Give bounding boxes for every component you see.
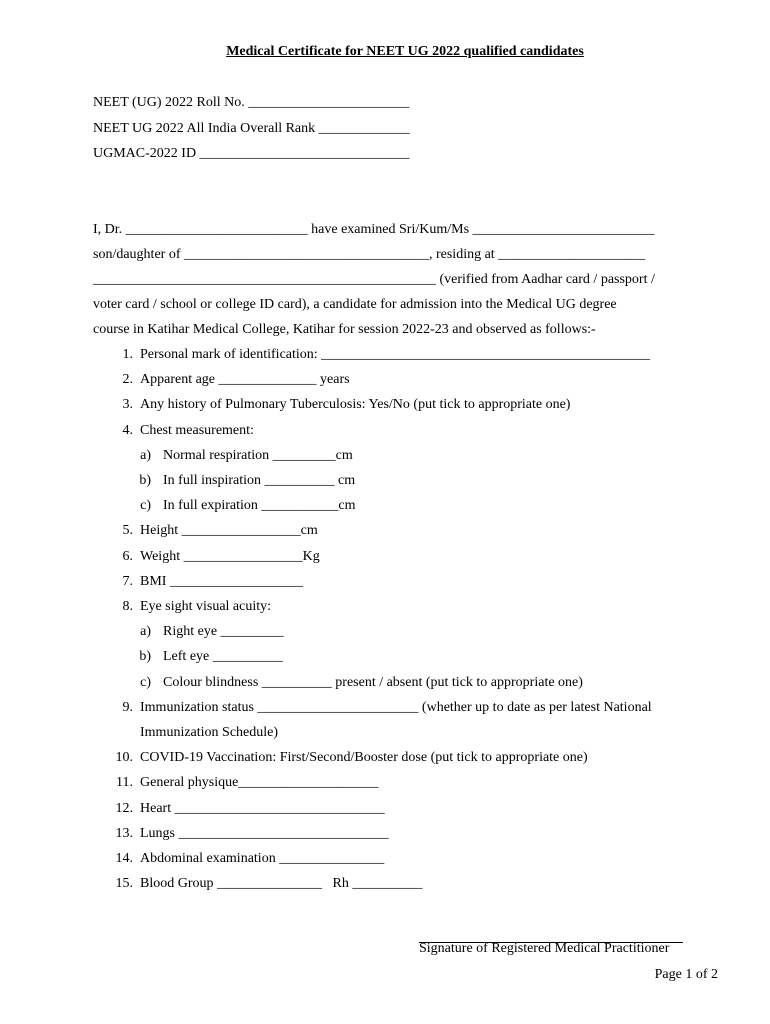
list-item-number: 7. — [122, 573, 133, 589]
intro-line-college: course in Katihar Medical College, Katihar for session 2022-23 and observed as follows:- — [93, 322, 596, 337]
list-item-number: c) — [140, 498, 151, 514]
intro-line-id-card: voter card / school or college ID card), a candidate for admission into the Medical UG degree — [93, 297, 617, 312]
list-item-number: b) — [139, 473, 151, 488]
list-item-number: 1. — [122, 347, 133, 362]
document-title: Medical Certificate for NEET UG 2022 qualified candidates — [226, 44, 584, 59]
list-item-text: Height _________________cm — [140, 523, 318, 539]
list-item-text: Colour blindness __________ present / absent (put tick to appropriate one) — [163, 674, 583, 690]
list-item-number: 3. — [122, 397, 133, 413]
list-item-number: 12. — [115, 800, 133, 816]
list-item-text: COVID-19 Vaccination: First/Second/Booster dose (put tick to appropriate one) — [140, 750, 588, 766]
list-item-text: Left eye __________ — [163, 649, 283, 665]
list-item-text: Personal mark of identification: _______________________________________________ — [140, 347, 651, 362]
intro-line-address: _________________________________________________ (verified from Aadhar card / passport / — [93, 272, 655, 287]
list-item-number: a) — [140, 447, 151, 463]
list-item-text: Lungs ______________________________ — [140, 825, 389, 841]
list-item-text: Normal respiration _________cm — [163, 447, 353, 463]
list-item-text: Chest measurement: — [140, 422, 254, 438]
list-item-number: c) — [140, 674, 151, 690]
list-item-text: Eye sight visual acuity: — [140, 599, 272, 614]
list-item-text: Heart ______________________________ — [140, 800, 385, 816]
list-item-text: In full expiration ___________cm — [163, 498, 356, 514]
list-item-number: 15. — [115, 876, 133, 892]
page-number: Page 1 of 2 — [654, 967, 718, 982]
list-item-number: b) — [139, 649, 151, 665]
list-item-text: BMI ___________________ — [140, 573, 303, 589]
list-item-number: 8. — [122, 599, 133, 614]
list-item-text: Weight _________________Kg — [140, 548, 320, 564]
list-item-text: In full inspiration __________ cm — [163, 473, 356, 488]
list-item-text: Apparent age ______________ years — [140, 372, 350, 388]
roll-number-field: NEET (UG) 2022 Roll No. _______________________ — [93, 95, 410, 110]
list-item-text: Blood Group _______________ Rh __________ — [140, 876, 423, 892]
list-item-text: Immunization Schedule) — [140, 725, 279, 740]
list-item-text: Abdominal examination _______________ — [140, 851, 385, 866]
list-item-text: General physique____________________ — [140, 775, 379, 791]
list-item-number: 13. — [115, 825, 133, 841]
intro-line-parent: son/daughter of ___________________________________, residing at _____________________ — [93, 247, 646, 262]
list-item-number: 6. — [122, 548, 133, 564]
list-item-text: Immunization status _______________________ (whether up to date as per latest National — [140, 699, 652, 715]
list-item-number: 4. — [122, 422, 133, 438]
list-item-number: a) — [140, 624, 151, 640]
signature-label: Signature of Registered Medical Practitioner — [419, 941, 670, 956]
list-item-number: 9. — [122, 699, 133, 715]
list-item-text: Right eye _________ — [163, 624, 284, 640]
list-item-number: 14. — [115, 851, 133, 866]
all-india-rank-field: NEET UG 2022 All India Overall Rank _____________ — [93, 121, 410, 136]
list-item-number: 2. — [122, 372, 133, 388]
list-item-number: 11. — [116, 775, 133, 791]
list-item-text: Any history of Pulmonary Tuberculosis: Yes/No (put tick to appropriate one) — [140, 397, 571, 413]
list-item-number: 5. — [122, 523, 133, 539]
ugmac-id-field: UGMAC-2022 ID ______________________________ — [93, 146, 410, 161]
intro-line-doctor: I, Dr. __________________________ have examined Sri/Kum/Ms __________________________ — [93, 222, 655, 237]
list-item-number: 10. — [115, 750, 133, 766]
